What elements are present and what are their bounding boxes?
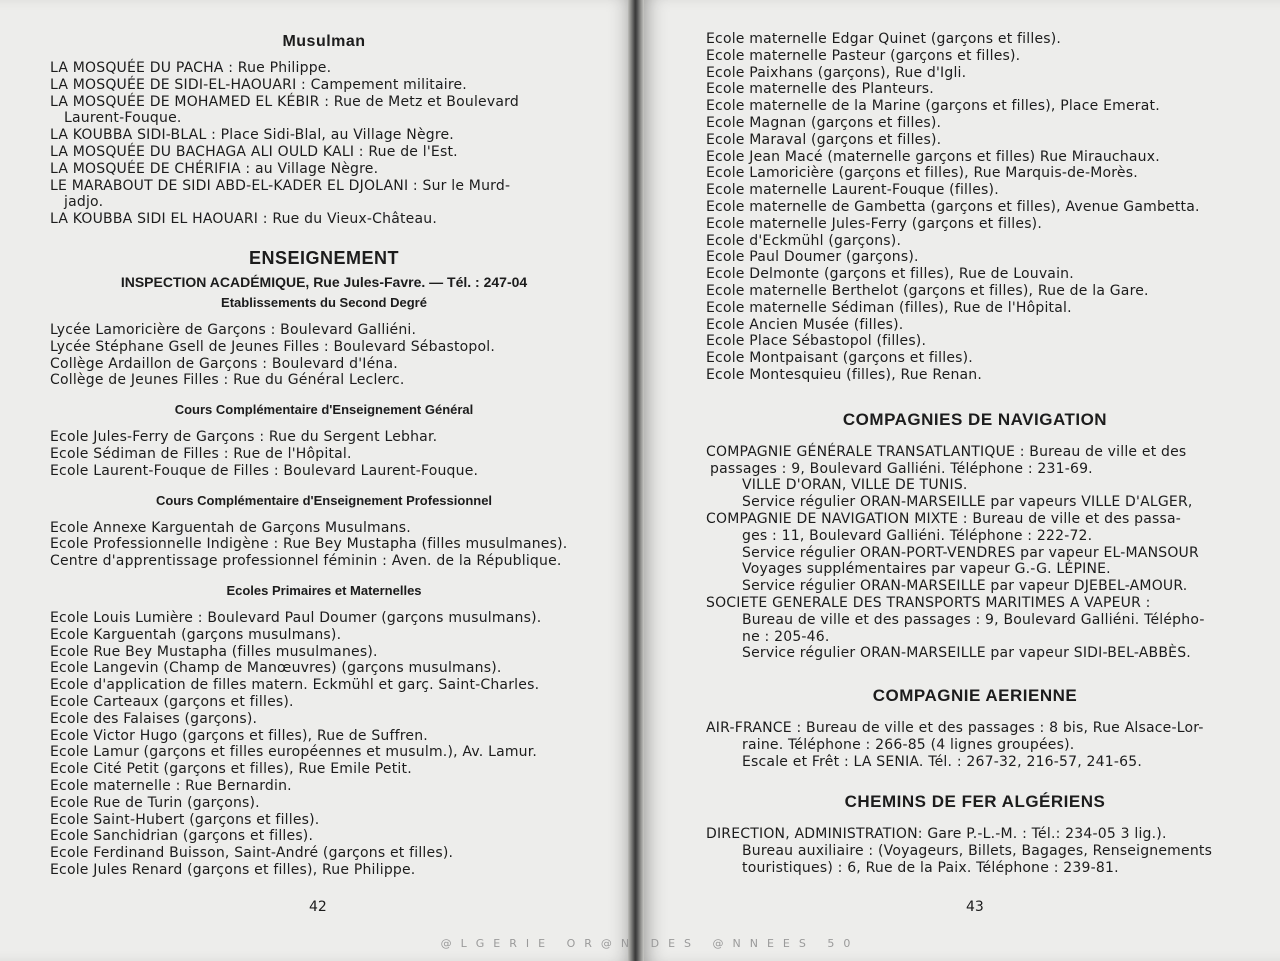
list-item: Lycée Stéphane Gsell de Jeunes Filles : Boulevard Sébastopol. bbox=[50, 338, 496, 355]
list-item: LA MOSQUÉE DU PACHA : Rue Philippe. bbox=[50, 60, 332, 76]
list-item: Ecole Ferdinand Buisson, Saint-André (garçons et filles). bbox=[50, 845, 454, 862]
list-item: Ecole Sédiman de Filles : Rue de l'Hôpital. bbox=[50, 445, 352, 462]
list-item: Collège Ardaillon de Garçons : Boulevard d'Iéna. bbox=[50, 355, 398, 372]
list-item: Ecole maternelle Berthelot (garçons et filles), Rue de la Gare. bbox=[706, 282, 1149, 299]
list-item: Ecole Karguentah (garçons musulmans). bbox=[50, 626, 342, 643]
list-item: Ecole Ancien Musée (filles). bbox=[706, 316, 904, 333]
list-item: COMPAGNIE DE NAVIGATION MIXTE : Bureau de ville et des passa- bbox=[706, 510, 1182, 527]
list-item: Bureau de ville et des passages : 9, Boulevard Galliéni. Télépho- bbox=[742, 611, 1205, 628]
list-item: Service régulier ORAN-MARSEILLE par vapeur DJEBEL-AMOUR. bbox=[742, 578, 1188, 595]
list-item: Service régulier ORAN-MARSEILLE par vapeurs VILLE D'ALGER, bbox=[742, 494, 1193, 511]
list-item: passages : 9, Boulevard Galliéni. Téléphone : 231-69. bbox=[710, 460, 1093, 477]
list-item: SOCIETE GENERALE DES TRANSPORTS MARITIMES A VAPEUR : bbox=[706, 594, 1151, 611]
list-item: Ecole Langevin (Champ de Manœuvres) (garçons musulmans). bbox=[50, 660, 502, 677]
list-item: Ecole maternelle Sédiman (filles), Rue de l'Hôpital. bbox=[706, 299, 1072, 316]
list-item: Ecole Jules Renard (garçons et filles), Rue Philippe. bbox=[50, 861, 416, 878]
list-item: LA KOUBBA SIDI-BLAL : Place Sidi-Blal, au Village Nègre. bbox=[50, 127, 454, 144]
list-item: Ecole Laurent-Fouque de Filles : Boulevard Laurent-Fouque. bbox=[50, 462, 479, 479]
primaires-list bbox=[50, 610, 598, 879]
list-item: Ecole Magnan (garçons et filles). bbox=[706, 114, 942, 131]
list-item: Ecole Paul Doumer (garçons). bbox=[706, 249, 919, 266]
list-item: LA MOSQUÉE DE SIDI-EL-HAOUARI : Campement militaire. bbox=[50, 76, 467, 93]
list-item: Ecole maternelle Jules-Ferry (garçons et filles). bbox=[706, 215, 1042, 232]
professionnel-list bbox=[50, 520, 598, 570]
list-item: AIR-FRANCE : Bureau de ville et des passages : 8 bis, Rue Alsace-Lor- bbox=[706, 720, 1204, 737]
list-item: raine. Téléphone : 266-85 (4 lignes groupées). bbox=[742, 736, 1075, 753]
list-item: Service régulier ORAN-PORT-VENDRES par vapeur EL-MANSOUR bbox=[742, 544, 1199, 561]
page-number-left: 42 bbox=[309, 899, 327, 915]
list-item: Collège de Jeunes Filles : Rue du Général Leclerc. bbox=[50, 372, 405, 389]
second-degre-list bbox=[50, 322, 598, 389]
list-item: Ecole maternelle Pasteur (garçons et filles). bbox=[706, 47, 1021, 64]
musulman-list bbox=[50, 60, 598, 228]
list-item: Ecole Rue Bey Mustapha (filles musulmanes). bbox=[50, 643, 378, 660]
list-item: Ecole Lamur (garçons et filles européennes et musulm.), Av. Lamur. bbox=[50, 744, 538, 761]
list-item: Ecole Montpaisant (garçons et filles). bbox=[706, 350, 973, 367]
heading-musulman: Musulman bbox=[282, 33, 366, 50]
list-item: DIRECTION, ADMINISTRATION: Gare P.-L.-M. : Tél.: 234-05 3 lig.). bbox=[706, 826, 1167, 843]
list-item: Ecole Sanchidrian (garçons et filles). bbox=[50, 828, 314, 845]
list-item: LA MOSQUÉE DE MOHAMED EL KÉBIR : Rue de Metz et Boulevard bbox=[50, 93, 519, 110]
list-item: COMPAGNIE GÉNÉRALE TRANSATLANTIQUE : Bureau de ville et des bbox=[706, 443, 1187, 460]
list-item: Ecole Maraval (garçons et filles). bbox=[706, 131, 942, 148]
list-item: Voyages supplémentaires par vapeur G.-G. LÉPINE. bbox=[742, 561, 1111, 578]
list-item: LA MOSQUÉE DU BACHAGA ALI OULD KALI : Rue de l'Est. bbox=[50, 143, 458, 160]
heading-aerienne: COMPAGNIE AERIENNE bbox=[872, 686, 1078, 706]
chemins-list bbox=[706, 826, 1244, 876]
list-item: Ecole Place Sébastopol (filles). bbox=[706, 333, 927, 350]
list-item: Ecole Saint-Hubert (garçons et filles). bbox=[50, 811, 320, 828]
list-item: Ecole Louis Lumière : Boulevard Paul Doumer (garçons musulmans). bbox=[50, 609, 542, 626]
list-item: touristiques) : 6, Rue de la Paix. Téléphone : 239-81. bbox=[742, 860, 1119, 877]
navigation-list bbox=[706, 444, 1244, 662]
heading-chemins-de-fer: CHEMINS DE FER ALGÉRIENS bbox=[844, 792, 1106, 812]
list-item: Ecole Jean Macé (maternelle garçons et filles) Rue Mirauchaux. bbox=[706, 148, 1160, 165]
inspection-line: INSPECTION ACADÉMIQUE, Rue Jules-Favre. — Tél. : 247-04 bbox=[120, 273, 528, 290]
list-item: LA MOSQUÉE DE CHÉRIFIA : au Village Nègre. bbox=[50, 160, 379, 177]
list-item: Bureau auxiliaire : (Voyageurs, Billets, Bagages, Renseignements bbox=[742, 843, 1213, 860]
list-item: Ecole maternelle des Planteurs. bbox=[706, 81, 934, 98]
heading-navigation: COMPAGNIES DE NAVIGATION bbox=[842, 409, 1108, 429]
list-item: Service régulier ORAN-MARSEILLE par vapeur SIDI-BEL-ABBÈS. bbox=[742, 645, 1191, 662]
list-item: Ecole Carteaux (garçons et filles). bbox=[50, 693, 294, 710]
left-column bbox=[50, 0, 598, 879]
list-item: Ecole Professionnelle Indigène : Rue Bey Mustapha (filles musulmanes). bbox=[50, 536, 568, 553]
list-item: Ecole maternelle de Gambetta (garçons et filles), Avenue Gambetta. bbox=[706, 198, 1200, 215]
list-item: Escale et Frêt : LA SENIA. Tél. : 267-32, 216-57, 241-65. bbox=[742, 753, 1142, 770]
list-item: Ecole maternelle Edgar Quinet (garçons et filles). bbox=[706, 31, 1062, 47]
list-item: LE MARABOUT DE SIDI ABD-EL-KADER EL DJOLANI : Sur le Murd- bbox=[50, 177, 511, 194]
list-item: Ecole Jules-Ferry de Garçons : Rue du Sergent Lebhar. bbox=[50, 429, 438, 446]
watermark-text: @LGERIE OR@N DES @NNEES 50 bbox=[440, 937, 860, 950]
list-item: Ecole d'application de filles matern. Eckmühl et garç. Saint-Charles. bbox=[50, 677, 540, 694]
general-list bbox=[50, 429, 598, 479]
heading-professionnel: Cours Complémentaire d'Enseignement Professionnel bbox=[155, 492, 493, 508]
list-item: LA KOUBBA SIDI EL HAOUARI : Rue du Vieux-Château. bbox=[50, 211, 437, 228]
list-item: Ecole d'Eckmühl (garçons). bbox=[706, 232, 902, 249]
heading-enseignement: ENSEIGNEMENT bbox=[248, 247, 400, 268]
heading-primaires: Ecoles Primaires et Maternelles bbox=[226, 582, 422, 598]
aerienne-list bbox=[706, 720, 1244, 770]
list-item: Centre d'apprentissage professionnel féminin : Aven. de la République. bbox=[50, 553, 562, 570]
list-item: Ecole Montesquieu (filles), Rue Renan. bbox=[706, 366, 983, 383]
list-item: ges : 11, Boulevard Galliéni. Téléphone : 222-72. bbox=[742, 527, 1093, 544]
list-item: Ecole Lamoricière (garçons et filles), Rue Marquis-de-Morès. bbox=[706, 165, 1138, 182]
heading-second-degre: Etablissements du Second Degré bbox=[221, 294, 427, 310]
book-spine bbox=[628, 0, 644, 961]
list-item: Ecole Victor Hugo (garçons et filles), Rue de Suffren. bbox=[50, 727, 428, 744]
list-item: Ecole Annexe Karguentah de Garçons Musulmans. bbox=[50, 519, 411, 536]
list-item: Ecole Rue de Turin (garçons). bbox=[50, 794, 260, 811]
list-item: Ecole maternelle Laurent-Fouque (filles). bbox=[706, 182, 999, 199]
page-number-right: 43 bbox=[966, 899, 984, 915]
heading-general: Cours Complémentaire d'Enseignement Général bbox=[174, 402, 474, 418]
list-item: Ecole Paixhans (garçons), Rue d'Igli. bbox=[706, 64, 967, 81]
right-column bbox=[706, 0, 1244, 877]
list-item: Ecole Delmonte (garçons et filles), Rue de Louvain. bbox=[706, 266, 1074, 283]
list-item: Ecole maternelle : Rue Bernardin. bbox=[50, 777, 292, 794]
ecoles-list bbox=[706, 31, 1244, 384]
list-item: VILLE D'ORAN, VILLE DE TUNIS. bbox=[742, 477, 968, 494]
list-item: jadjo. bbox=[64, 194, 104, 211]
list-item: Ecole maternelle de la Marine (garçons et filles), Place Emerat. bbox=[706, 98, 1160, 115]
list-item: Ecole des Falaises (garçons). bbox=[50, 710, 258, 727]
list-item: Ecole Cité Petit (garçons et filles), Rue Emile Petit. bbox=[50, 761, 412, 778]
list-item: Lycée Lamoricière de Garçons : Boulevard Galliéni. bbox=[50, 321, 417, 338]
list-item: Laurent-Fouque. bbox=[64, 110, 182, 127]
list-item: ne : 205-46. bbox=[742, 628, 830, 645]
